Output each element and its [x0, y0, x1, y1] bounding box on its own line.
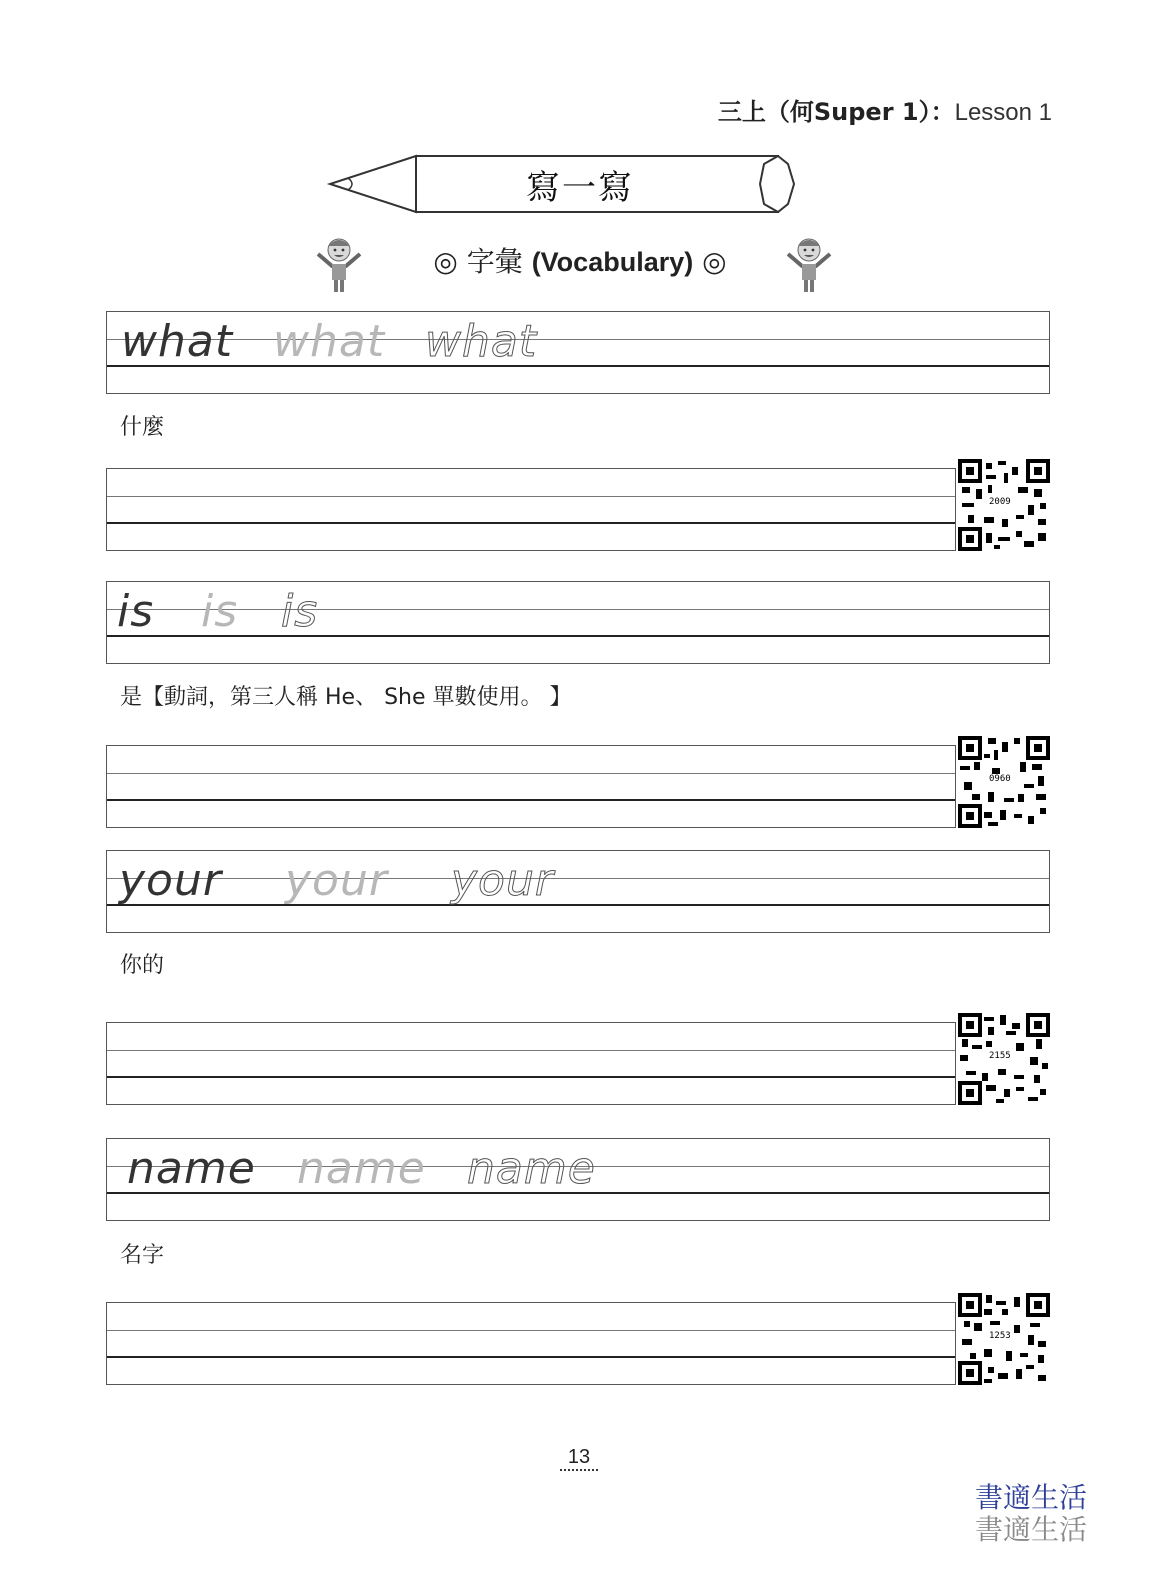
brand-logo-shadow: 書適生活 — [975, 1513, 1088, 1546]
vocabulary-heading: ◎ 字彙 (Vocabulary) ◎ — [433, 245, 727, 278]
meaning-your: 你的 — [120, 953, 165, 978]
trace-band-is — [106, 581, 1050, 664]
lesson-header: 三上（何Super 1）：Lesson 1 — [717, 98, 1052, 126]
word-trace-grey: what — [273, 315, 386, 367]
meaning-is: 是【動詞，第三人稱 He、 She 單數使用。 】 — [120, 685, 572, 710]
trace-band-what — [106, 311, 1050, 394]
word-trace-grey: your — [285, 854, 388, 906]
qr-code-is[interactable]: 0960 — [958, 736, 1050, 828]
meaning-name: 名字 — [120, 1243, 165, 1268]
practice-band-what[interactable] — [106, 468, 956, 551]
word-solid: name — [127, 1142, 256, 1194]
worksheet-title: 寫一寫 — [526, 168, 634, 208]
word-trace-dashed: your — [451, 854, 554, 906]
word-solid: your — [119, 854, 222, 906]
word-solid: what — [121, 315, 234, 367]
word-trace-grey: is — [201, 585, 239, 637]
word-trace-grey: name — [297, 1142, 426, 1194]
qr-code-your[interactable]: 2155 — [958, 1013, 1050, 1105]
word-solid: is — [117, 585, 155, 637]
meaning-what: 什麼 — [120, 415, 165, 440]
trace-band-your — [106, 850, 1050, 933]
child-left-icon — [316, 236, 362, 294]
page-number: 13 — [560, 1446, 598, 1471]
word-trace-dashed: is — [281, 585, 319, 637]
practice-band-is[interactable] — [106, 745, 956, 828]
practice-band-your[interactable] — [106, 1022, 956, 1105]
child-right-icon — [786, 236, 832, 294]
practice-band-name[interactable] — [106, 1302, 956, 1385]
qr-code-what[interactable]: 2009 — [958, 459, 1050, 551]
brand-logo: 書適生活 — [975, 1481, 1088, 1514]
trace-band-name — [106, 1138, 1050, 1221]
word-trace-dashed: what — [425, 315, 538, 367]
word-trace-dashed: name — [467, 1142, 596, 1194]
lesson-label: Lesson 1 — [954, 99, 1052, 126]
qr-code-name[interactable]: 1253 — [958, 1293, 1050, 1385]
